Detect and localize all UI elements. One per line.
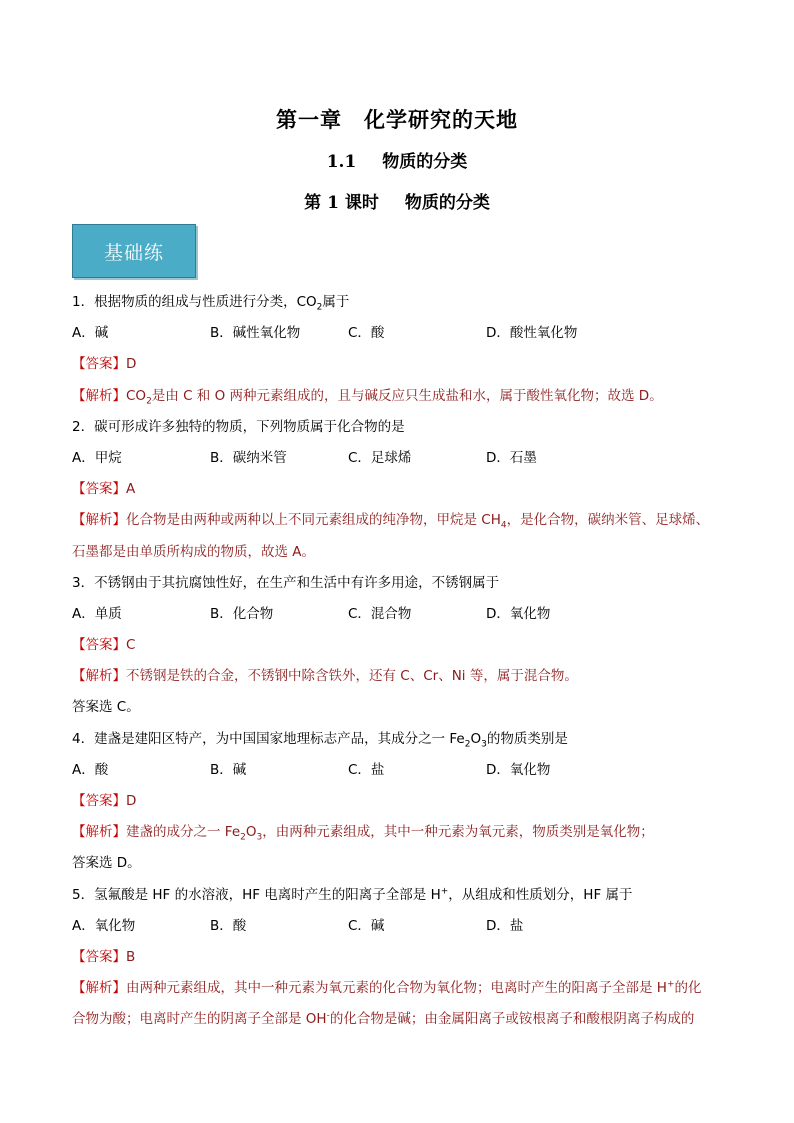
- question-options: [72, 318, 732, 349]
- chapter-title: 第一章 化学研究的天地: [276, 107, 518, 132]
- answer-line: 【答案】B: [72, 948, 136, 965]
- option: A．单质: [72, 605, 122, 622]
- option: D．氧化物: [486, 761, 551, 778]
- question-stem: 1．根据物质的组成与性质进行分类，$CO_2$属于: [72, 294, 350, 313]
- question-options: [72, 911, 732, 942]
- answer-line: 【答案】D: [72, 356, 137, 373]
- option: D．石墨: [486, 449, 537, 466]
- explanation-line: 合物为酸；电离时产生的阴离子全部是 OH-的化合物是碱；由金属阳离子或铵根离子和酸根阴离子构成的: [72, 1010, 695, 1028]
- explanation-line: 【解析】化合物是由两种或两种以上不同元素组成的纯净物，甲烷是 $CH_4$，是化合物，碳纳米管、足球烯、: [72, 512, 710, 531]
- basic-practice-badge: 基础练: [72, 224, 196, 278]
- question-stem: 5．氢氟酸是 HF 的水溶液，HF 电离时产生的阳离子全部是 H+，从组成和性质划分，HF 属于: [72, 886, 633, 903]
- option: D．氧化物: [486, 605, 551, 622]
- conclusion-line: 答案选 C。: [72, 699, 140, 716]
- explanation-line: 【解析】$CO_2$是由 C 和 O 两种元素组成的，且与碱反应只生成盐和水，属于酸性氧化物；故选 D。: [72, 387, 663, 407]
- question-list: [72, 287, 732, 1036]
- explanation-line: 【解析】建盏的成分之一 $Fe_2O_3$，由两种元素组成，其中一种元素为氧元素，物质类别是氧化物；: [72, 824, 654, 843]
- option: B．碱性氧化物: [210, 325, 301, 342]
- option: C．混合物: [348, 605, 412, 622]
- option: C．足球烯: [348, 449, 412, 466]
- question-options: [72, 599, 732, 630]
- explanation-line: 【解析】由两种元素组成，其中一种元素为氧元素的化合物为氧化物；电离时产生的阳离子全部是 H+的化: [72, 979, 702, 997]
- question-stem: 3．不锈钢由于其抗腐蚀性好，在生产和生活中有许多用途，不锈钢属于: [72, 574, 500, 591]
- explanation-line: 石墨都是由单质所构成的物质，故选 A。: [72, 543, 316, 560]
- section-title: 1.1 物质的分类: [326, 152, 468, 172]
- lesson-title: 第 1 课时 物质的分类: [304, 193, 490, 213]
- option: D．酸性氧化物: [486, 325, 578, 342]
- option: B．碳纳米管: [210, 449, 287, 466]
- question-stem: 2．碳可形成许多独特的物质，下列物质属于化合物的是: [72, 418, 405, 435]
- option: B．酸: [210, 917, 247, 934]
- option: A．甲烷: [72, 449, 122, 466]
- option: B．化合物: [210, 605, 274, 622]
- conclusion-line: 答案选 D。: [72, 855, 141, 872]
- option: B．碱: [210, 761, 247, 778]
- question-options: [72, 755, 732, 786]
- option: C．碱: [348, 917, 385, 934]
- question-stem: 4．建盏是建阳区特产，为中国国家地理标志产品，其成分之一 $Fe_2O_3$的物质类别是: [72, 730, 568, 750]
- option: A．碱: [72, 325, 109, 342]
- question-options: [72, 443, 732, 474]
- answer-line: 【答案】D: [72, 793, 137, 809]
- explanation-line: 【解析】不锈钢是铁的合金，不锈钢中除含铁外，还有 C、Cr、Ni 等，属于混合物。: [72, 668, 578, 685]
- option: D．盐: [486, 917, 524, 934]
- answer-line: 【答案】C: [72, 637, 136, 654]
- option: A．酸: [72, 761, 109, 778]
- option: A．氧化物: [72, 917, 136, 934]
- answer-line: 【答案】A: [72, 481, 136, 498]
- option: C．盐: [348, 761, 385, 778]
- option: C．酸: [348, 325, 385, 342]
